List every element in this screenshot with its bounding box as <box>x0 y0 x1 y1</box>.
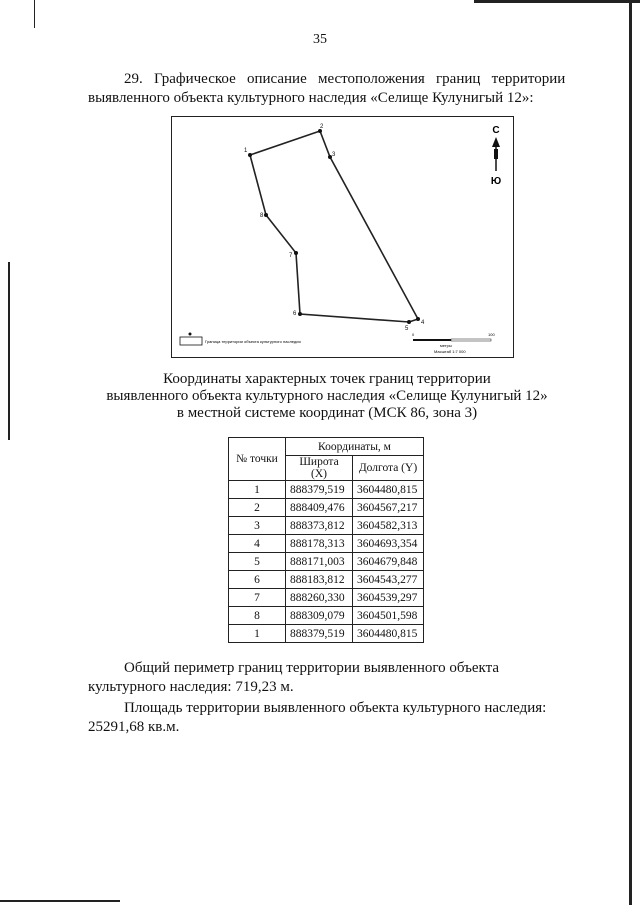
scale-unit: метры <box>440 343 452 348</box>
heading-line-2: выявленного объекта культурного наследия «Селище Кулунигый 12»: <box>88 90 534 106</box>
page-number: 35 <box>313 32 327 47</box>
area-line-2: 25291,68 кв.м. <box>88 719 180 735</box>
boundary-point-7 <box>294 251 298 255</box>
table-row <box>229 535 424 553</box>
cell-y: 3604567,217 <box>353 499 424 517</box>
point-label-7: 7 <box>289 253 293 259</box>
boundary-map <box>171 116 514 358</box>
cell-point: 1 <box>229 481 286 499</box>
col-header-x: Широта (X) <box>286 456 353 481</box>
boundary-point-8 <box>264 213 268 217</box>
cell-x: 888309,079 <box>286 607 353 625</box>
table-row <box>229 517 424 535</box>
cell-point: 3 <box>229 517 286 535</box>
perimeter-line-2: культурного наследия: 719,23 м. <box>88 679 294 695</box>
cell-x: 888260,330 <box>286 589 353 607</box>
cell-y: 3604539,297 <box>353 589 424 607</box>
table-row <box>229 571 424 589</box>
scale-end: 100 <box>488 332 495 337</box>
south-label: Ю <box>490 176 502 187</box>
cell-x: 888171,003 <box>286 553 353 571</box>
cell-y: 3604480,815 <box>353 625 424 643</box>
point-label-1: 1 <box>244 148 248 154</box>
cell-x: 888183,812 <box>286 571 353 589</box>
table-caption-line-2: выявленного объекта культурного наследия «Селище Кулунигый 12» <box>106 388 548 404</box>
point-label-6: 6 <box>293 311 297 317</box>
scale-text: Масштаб 1:7 000 <box>434 349 466 354</box>
cell-x: 888409,476 <box>286 499 353 517</box>
cell-x: 888178,313 <box>286 535 353 553</box>
north-arrow-icon <box>491 125 501 187</box>
table-caption-line-3: в местной системе координат (МСК 86, зона 3) <box>176 405 478 421</box>
scale-zero: 0 <box>412 332 415 337</box>
scan-edge-right <box>629 0 632 905</box>
cell-y: 3604679,848 <box>353 553 424 571</box>
table-row <box>229 499 424 517</box>
cell-point: 7 <box>229 589 286 607</box>
section-heading <box>88 70 566 89</box>
point-label-5: 5 <box>405 326 409 332</box>
boundary-polygon <box>250 131 418 322</box>
table-row <box>229 625 424 643</box>
perimeter-line-1: Общий периметр границ территории выявленного объекта <box>124 660 500 676</box>
cell-point: 2 <box>229 499 286 517</box>
col-header-y: Долгота (Y) <box>353 456 424 481</box>
cell-x: 888379,519 <box>286 481 353 499</box>
cell-point: 6 <box>229 571 286 589</box>
point-label-3: 3 <box>332 152 336 158</box>
cell-x: 888379,519 <box>286 625 353 643</box>
boundary-point-5 <box>407 320 411 324</box>
heading-line-1: 29. Графическое описание местоположения границ территории <box>124 71 566 87</box>
cell-point: 4 <box>229 535 286 553</box>
boundary-points <box>248 129 420 324</box>
col-header-coords: Координаты, м <box>286 438 424 456</box>
point-label-8: 8 <box>260 213 264 219</box>
cell-y: 3604480,815 <box>353 481 424 499</box>
table-row <box>229 481 424 499</box>
coordinates-table <box>228 437 424 643</box>
cell-y: 3604693,354 <box>353 535 424 553</box>
boundary-point-1 <box>248 153 252 157</box>
coordinates-table-body <box>229 481 424 643</box>
scale-bar <box>412 332 495 354</box>
cell-point: 5 <box>229 553 286 571</box>
cell-y: 3604582,313 <box>353 517 424 535</box>
table-row <box>229 553 424 571</box>
legend-text: Граница территории объекта культурного наследия <box>205 339 301 344</box>
point-label-4: 4 <box>421 320 425 326</box>
scan-edge-bottom <box>0 900 120 902</box>
cell-point: 8 <box>229 607 286 625</box>
table-row <box>229 589 424 607</box>
table-caption-line-1: Координаты характерных точек границ территории <box>163 371 491 387</box>
boundary-map-graphic <box>172 117 513 357</box>
cell-y: 3604543,277 <box>353 571 424 589</box>
map-legend <box>180 333 301 346</box>
table-row <box>229 607 424 625</box>
point-label-2: 2 <box>320 124 324 130</box>
legend-swatch <box>180 337 202 345</box>
cell-point: 1 <box>229 625 286 643</box>
scan-edge-left <box>8 262 10 440</box>
boundary-point-6 <box>298 312 302 316</box>
scan-edge-left-top <box>34 0 35 28</box>
scan-edge-top-right <box>474 0 640 3</box>
boundary-point-4 <box>416 317 420 321</box>
area-line-1: Площадь территории выявленного объекта культурного наследия: <box>124 700 547 716</box>
cell-y: 3604501,598 <box>353 607 424 625</box>
cell-x: 888373,812 <box>286 517 353 535</box>
north-label: С <box>492 125 500 136</box>
col-header-point: № точки <box>229 438 286 481</box>
